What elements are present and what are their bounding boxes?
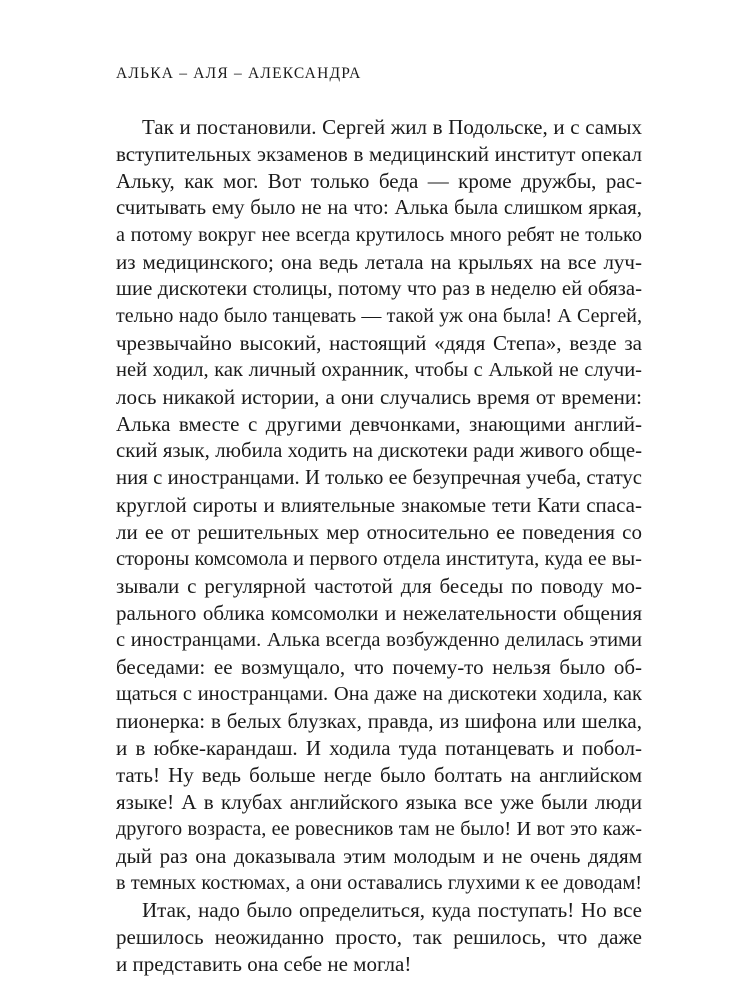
text-line: круглой сироты и влиятельные знакомые тети Кати спаса- — [116, 493, 642, 517]
text-line: рального облика комсомолки и нежелательности общения — [116, 601, 642, 625]
text-line: другого возраста, ее ровесников там не было! И вот это каж- — [116, 818, 642, 840]
text-line: Итак, надо было определиться, куда поступать! Но все — [142, 898, 642, 922]
running-header: АЛЬКА – АЛЯ – АЛЕКСАНДРА — [116, 65, 362, 82]
text-line: из медицинского; она ведь летала на крыльях на все луч- — [116, 250, 642, 274]
text-line: с иностранцами. Алька всегда возбужденно делилась этими — [116, 629, 642, 651]
text-line: Так и постановили. Сергей жил в Подольске, и с самых — [142, 115, 642, 139]
text-line: Альку, как мог. Вот только беда — кроме дружбы, рас- — [116, 169, 642, 193]
text-line: а потому вокруг нее всегда крутилось много ребят не только — [116, 224, 642, 246]
text-line: дый раз она доказывала этим молодым и не очень дядям — [116, 844, 642, 868]
body-text — [116, 114, 642, 978]
text-line: Алька вместе с другими девчонками, знающими англий- — [116, 412, 642, 436]
text-line: и представить она себе не могла! — [116, 952, 412, 976]
text-line: зывали с регулярной частотой для беседы по поводу мо- — [116, 574, 642, 598]
text-line: ния с иностранцами. И только ее безупречная учеба, статус — [116, 467, 642, 489]
text-line: стороны комсомола и первого отдела института, куда ее вы- — [116, 548, 642, 570]
text-line: ли ее от решительных мер относительно ее поведения со — [116, 520, 642, 544]
text-line: считывать ему было не на что: Алька была слишком яркая, — [116, 197, 642, 219]
text-line: чрезвычайно высокий, настоящий «дядя Степа», везде за — [116, 331, 642, 355]
paragraph-1 — [116, 114, 642, 897]
text-line: лось никакой истории, а они случались время от времени: — [116, 385, 642, 409]
text-line: щаться с иностранцами. Она даже на дискотеки ходила, как — [116, 683, 642, 705]
paragraph-2 — [116, 897, 642, 978]
text-line: ский язык, любила ходить на дискотеки ради живого обще- — [116, 440, 642, 462]
text-line: языке! А в клубах английского языка все уже были люди — [116, 790, 642, 814]
text-line: тельно надо было танцевать — такой уж она была! А Сергей, — [116, 305, 642, 327]
text-line: беседами: ее возмущало, что почему-то нельзя было об- — [116, 655, 642, 679]
text-line: ней ходил, как личный охранник, чтобы с Алькой не случи- — [116, 359, 642, 381]
text-line: вступительных экзаменов в медицинский институт опекал — [116, 142, 642, 166]
text-line: решилось неожиданно просто, так решилось, что даже — [116, 925, 642, 949]
text-line: пионерка: в белых блузках, правда, из шифона или шелка, — [116, 709, 642, 733]
text-line: в темных костюмах, а они оставались глухими к ее доводам! — [116, 872, 642, 894]
text-line: и в юбке-карандаш. И ходила туда потанцевать и побол- — [116, 736, 642, 760]
text-line: тать! Ну ведь больше негде было болтать на английском — [116, 763, 642, 787]
text-line: шие дискотеки столицы, потому что раз в неделю ей обяза- — [116, 278, 642, 300]
